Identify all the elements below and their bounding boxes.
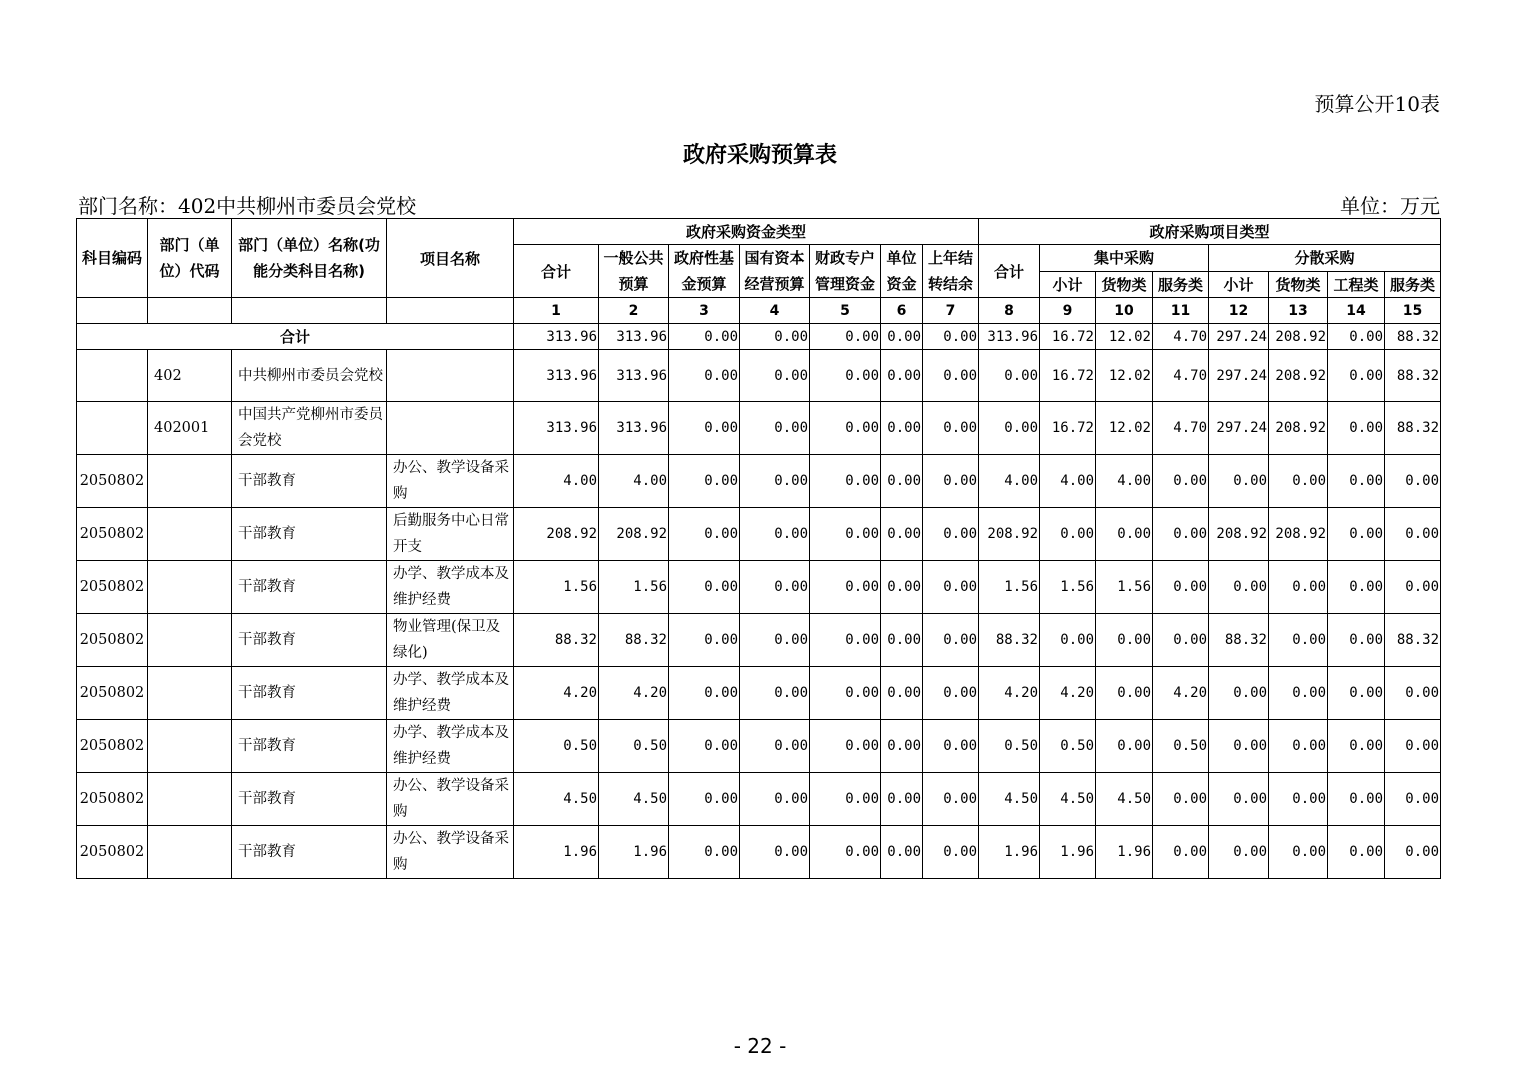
value-cell: 297.24 bbox=[1209, 350, 1269, 402]
column-number: 13 bbox=[1269, 298, 1328, 324]
value-cell: 0.00 bbox=[740, 720, 810, 773]
table-row bbox=[77, 561, 1441, 614]
value-cell: 208.92 bbox=[1269, 508, 1328, 561]
value-cell: 4.50 bbox=[599, 773, 669, 826]
dept-code-cell bbox=[148, 826, 232, 879]
value-cell: 0.00 bbox=[881, 508, 923, 561]
table-row bbox=[77, 614, 1441, 667]
blank-cell bbox=[77, 298, 148, 324]
value-cell: 313.96 bbox=[599, 350, 669, 402]
value-cell: 313.96 bbox=[599, 402, 669, 455]
value-cell: 0.00 bbox=[740, 561, 810, 614]
value-cell: 0.00 bbox=[1328, 561, 1385, 614]
value-cell: 4.50 bbox=[1096, 773, 1153, 826]
value-cell: 0.00 bbox=[810, 455, 881, 508]
total-value: 16.72 bbox=[1040, 324, 1096, 350]
subject-code-cell: 2050802 bbox=[77, 455, 148, 508]
table-row bbox=[77, 402, 1441, 455]
value-cell: 0.00 bbox=[1269, 614, 1328, 667]
value-cell: 0.00 bbox=[1328, 402, 1385, 455]
dept-code-cell bbox=[148, 508, 232, 561]
value-cell: 0.00 bbox=[1328, 508, 1385, 561]
total-value: 313.96 bbox=[979, 324, 1040, 350]
value-cell: 0.00 bbox=[1328, 614, 1385, 667]
value-cell: 0.00 bbox=[923, 773, 979, 826]
subject-code-cell: 2050802 bbox=[77, 826, 148, 879]
value-cell: 0.00 bbox=[1096, 508, 1153, 561]
value-cell: 0.00 bbox=[810, 667, 881, 720]
total-value: 297.24 bbox=[1209, 324, 1269, 350]
value-cell: 88.32 bbox=[1209, 614, 1269, 667]
value-cell: 0.50 bbox=[1040, 720, 1096, 773]
value-cell: 4.00 bbox=[1040, 455, 1096, 508]
value-cell: 4.00 bbox=[1096, 455, 1153, 508]
project-name-cell: 物业管理(保卫及绿化) bbox=[387, 614, 514, 667]
value-cell: 4.50 bbox=[514, 773, 599, 826]
value-cell: 0.00 bbox=[669, 402, 740, 455]
value-cell: 0.00 bbox=[1328, 773, 1385, 826]
project-name-cell: 办公、教学设备采购 bbox=[387, 773, 514, 826]
column-number: 3 bbox=[669, 298, 740, 324]
value-cell: 0.00 bbox=[810, 508, 881, 561]
value-cell: 0.00 bbox=[669, 561, 740, 614]
value-cell: 1.96 bbox=[514, 826, 599, 879]
table-tag: 预算公开10表 bbox=[1314, 92, 1440, 116]
blank-cell bbox=[387, 298, 514, 324]
project-name-cell: 办公、教学设备采购 bbox=[387, 826, 514, 879]
value-cell: 0.00 bbox=[923, 826, 979, 879]
header-dept-code: 部门（单位）代码 bbox=[148, 219, 232, 298]
column-number: 7 bbox=[923, 298, 979, 324]
value-cell: 0.00 bbox=[881, 773, 923, 826]
value-cell: 0.50 bbox=[514, 720, 599, 773]
dept-name-cell: 干部教育 bbox=[232, 614, 387, 667]
value-cell: 0.00 bbox=[923, 720, 979, 773]
value-cell: 4.70 bbox=[1153, 350, 1209, 402]
value-cell: 0.00 bbox=[881, 455, 923, 508]
value-cell: 0.00 bbox=[810, 826, 881, 879]
header-dispersed-engineering: 工程类 bbox=[1328, 271, 1385, 298]
value-cell: 208.92 bbox=[1269, 402, 1328, 455]
value-cell: 0.00 bbox=[923, 455, 979, 508]
table-row bbox=[77, 667, 1441, 720]
value-cell: 0.00 bbox=[1328, 667, 1385, 720]
value-cell: 0.50 bbox=[979, 720, 1040, 773]
dept-name-cell: 干部教育 bbox=[232, 826, 387, 879]
header-central: 集中采购 bbox=[1040, 245, 1209, 272]
value-cell: 0.00 bbox=[1385, 826, 1441, 879]
header-dept-name: 部门（单位）名称(功能分类科目名称) bbox=[232, 219, 387, 298]
total-value: 0.00 bbox=[1328, 324, 1385, 350]
value-cell: 0.00 bbox=[740, 773, 810, 826]
value-cell: 16.72 bbox=[1040, 350, 1096, 402]
value-cell: 0.00 bbox=[881, 614, 923, 667]
value-cell: 0.00 bbox=[1269, 773, 1328, 826]
value-cell: 0.00 bbox=[979, 350, 1040, 402]
value-cell: 0.00 bbox=[1209, 455, 1269, 508]
value-cell: 0.00 bbox=[1385, 561, 1441, 614]
header-carryover: 上年结转结余 bbox=[923, 245, 979, 298]
department-label: 部门名称：402中共柳州市委员会党校 bbox=[78, 194, 417, 218]
column-number: 6 bbox=[881, 298, 923, 324]
table-row bbox=[77, 350, 1441, 402]
value-cell: 0.00 bbox=[881, 826, 923, 879]
dept-name-cell: 干部教育 bbox=[232, 455, 387, 508]
value-cell: 0.00 bbox=[1209, 826, 1269, 879]
project-name-cell: 办学、教学成本及维护经费 bbox=[387, 720, 514, 773]
page-number: - 22 - bbox=[733, 1034, 787, 1058]
value-cell: 208.92 bbox=[979, 508, 1040, 561]
subject-code-cell: 2050802 bbox=[77, 614, 148, 667]
value-cell: 0.00 bbox=[1385, 720, 1441, 773]
value-cell: 0.00 bbox=[1269, 826, 1328, 879]
value-cell: 0.00 bbox=[669, 667, 740, 720]
header-general: 一般公共预算 bbox=[599, 245, 669, 298]
value-cell: 88.32 bbox=[1385, 402, 1441, 455]
value-cell: 0.00 bbox=[881, 667, 923, 720]
header-gov-fund: 政府性基金预算 bbox=[669, 245, 740, 298]
value-cell: 0.00 bbox=[1153, 561, 1209, 614]
procurement-budget-table bbox=[76, 218, 1441, 879]
value-cell: 0.00 bbox=[740, 508, 810, 561]
value-cell: 0.00 bbox=[1209, 667, 1269, 720]
value-cell: 1.56 bbox=[1040, 561, 1096, 614]
value-cell: 0.00 bbox=[923, 350, 979, 402]
value-cell: 0.00 bbox=[669, 350, 740, 402]
column-number: 12 bbox=[1209, 298, 1269, 324]
project-name-cell bbox=[387, 350, 514, 402]
total-value: 0.00 bbox=[881, 324, 923, 350]
value-cell: 0.00 bbox=[810, 720, 881, 773]
value-cell: 16.72 bbox=[1040, 402, 1096, 455]
blank-cell bbox=[148, 298, 232, 324]
column-number: 5 bbox=[810, 298, 881, 324]
value-cell: 0.00 bbox=[669, 455, 740, 508]
dept-name-cell: 中共柳州市委员会党校 bbox=[232, 350, 387, 402]
value-cell: 0.00 bbox=[923, 667, 979, 720]
subject-code-cell: 2050802 bbox=[77, 667, 148, 720]
value-cell: 0.00 bbox=[810, 773, 881, 826]
subject-code-cell: 2050802 bbox=[77, 720, 148, 773]
header-dispersed-subtotal: 小计 bbox=[1209, 271, 1269, 298]
value-cell: 0.00 bbox=[881, 720, 923, 773]
value-cell: 0.00 bbox=[1328, 350, 1385, 402]
value-cell: 0.00 bbox=[881, 402, 923, 455]
subject-code-cell bbox=[77, 350, 148, 402]
value-cell: 88.32 bbox=[1385, 350, 1441, 402]
value-cell: 0.00 bbox=[810, 402, 881, 455]
project-name-cell: 办学、教学成本及维护经费 bbox=[387, 667, 514, 720]
total-value: 0.00 bbox=[810, 324, 881, 350]
value-cell: 1.96 bbox=[979, 826, 1040, 879]
value-cell: 0.00 bbox=[810, 350, 881, 402]
header-central-service: 服务类 bbox=[1153, 271, 1209, 298]
table-row bbox=[77, 773, 1441, 826]
value-cell: 88.32 bbox=[1385, 614, 1441, 667]
dept-name-cell: 干部教育 bbox=[232, 773, 387, 826]
value-cell: 0.00 bbox=[1209, 773, 1269, 826]
value-cell: 0.00 bbox=[1153, 614, 1209, 667]
dept-code-cell bbox=[148, 614, 232, 667]
header-subject-code: 科目编码 bbox=[77, 219, 148, 298]
value-cell: 313.96 bbox=[514, 402, 599, 455]
subject-code-cell bbox=[77, 402, 148, 455]
value-cell: 0.00 bbox=[979, 402, 1040, 455]
unit-label: 单位：万元 bbox=[1340, 194, 1440, 218]
total-label: 合计 bbox=[77, 324, 514, 350]
column-number: 15 bbox=[1385, 298, 1441, 324]
total-value: 208.92 bbox=[1269, 324, 1328, 350]
value-cell: 0.00 bbox=[669, 508, 740, 561]
total-value: 4.70 bbox=[1153, 324, 1209, 350]
total-value: 0.00 bbox=[740, 324, 810, 350]
value-cell: 208.92 bbox=[599, 508, 669, 561]
value-cell: 0.50 bbox=[599, 720, 669, 773]
value-cell: 1.56 bbox=[599, 561, 669, 614]
dept-code-cell: 402 bbox=[148, 350, 232, 402]
header-project-type: 政府采购项目类型 bbox=[979, 219, 1441, 245]
value-cell: 0.00 bbox=[1209, 561, 1269, 614]
value-cell: 12.02 bbox=[1096, 350, 1153, 402]
value-cell: 0.00 bbox=[1385, 508, 1441, 561]
project-name-cell: 办学、教学成本及维护经费 bbox=[387, 561, 514, 614]
dept-name-cell: 中国共产党柳州市委员会党校 bbox=[232, 402, 387, 455]
value-cell: 1.96 bbox=[1040, 826, 1096, 879]
value-cell: 0.00 bbox=[923, 508, 979, 561]
table-row bbox=[77, 455, 1441, 508]
value-cell: 0.00 bbox=[1269, 455, 1328, 508]
dept-name-cell: 干部教育 bbox=[232, 561, 387, 614]
header-state-capital: 国有资本经营预算 bbox=[740, 245, 810, 298]
value-cell: 0.00 bbox=[1328, 826, 1385, 879]
value-cell: 1.56 bbox=[514, 561, 599, 614]
column-number: 4 bbox=[740, 298, 810, 324]
value-cell: 4.00 bbox=[514, 455, 599, 508]
table-row bbox=[77, 720, 1441, 773]
value-cell: 0.00 bbox=[1269, 720, 1328, 773]
header-dispersed-service: 服务类 bbox=[1385, 271, 1441, 298]
value-cell: 0.00 bbox=[740, 667, 810, 720]
value-cell: 88.32 bbox=[514, 614, 599, 667]
dept-name-cell: 干部教育 bbox=[232, 667, 387, 720]
value-cell: 4.50 bbox=[979, 773, 1040, 826]
page-title: 政府采购预算表 bbox=[682, 143, 837, 168]
value-cell: 0.00 bbox=[740, 402, 810, 455]
value-cell: 88.32 bbox=[979, 614, 1040, 667]
header-proj-total: 合计 bbox=[979, 245, 1040, 298]
dept-code-cell bbox=[148, 720, 232, 773]
column-number: 8 bbox=[979, 298, 1040, 324]
value-cell: 1.96 bbox=[1096, 826, 1153, 879]
value-cell: 0.00 bbox=[740, 614, 810, 667]
value-cell: 0.00 bbox=[740, 350, 810, 402]
value-cell: 0.00 bbox=[1385, 455, 1441, 508]
project-name-cell: 办公、教学设备采购 bbox=[387, 455, 514, 508]
header-fund-total: 合计 bbox=[514, 245, 599, 298]
value-cell: 0.00 bbox=[1328, 720, 1385, 773]
blank-cell bbox=[232, 298, 387, 324]
value-cell: 0.00 bbox=[1269, 561, 1328, 614]
value-cell: 208.92 bbox=[1269, 350, 1328, 402]
dept-code-cell bbox=[148, 561, 232, 614]
value-cell: 208.92 bbox=[514, 508, 599, 561]
table-row bbox=[77, 508, 1441, 561]
value-cell: 208.92 bbox=[1209, 508, 1269, 561]
dept-code-cell bbox=[148, 773, 232, 826]
value-cell: 4.70 bbox=[1153, 402, 1209, 455]
column-number: 2 bbox=[599, 298, 669, 324]
value-cell: 1.56 bbox=[1096, 561, 1153, 614]
value-cell: 297.24 bbox=[1209, 402, 1269, 455]
header-fund-type: 政府采购资金类型 bbox=[514, 219, 979, 245]
total-value: 0.00 bbox=[669, 324, 740, 350]
value-cell: 88.32 bbox=[599, 614, 669, 667]
value-cell: 0.00 bbox=[669, 614, 740, 667]
dept-name-cell: 干部教育 bbox=[232, 508, 387, 561]
value-cell: 4.20 bbox=[599, 667, 669, 720]
value-cell: 0.00 bbox=[1040, 614, 1096, 667]
header-central-subtotal: 小计 bbox=[1040, 271, 1096, 298]
project-name-cell bbox=[387, 402, 514, 455]
column-number: 10 bbox=[1096, 298, 1153, 324]
value-cell: 0.00 bbox=[669, 826, 740, 879]
total-value: 313.96 bbox=[599, 324, 669, 350]
column-number-row bbox=[77, 298, 1441, 324]
value-cell: 0.00 bbox=[1096, 614, 1153, 667]
value-cell: 0.00 bbox=[810, 614, 881, 667]
value-cell: 4.20 bbox=[1153, 667, 1209, 720]
total-value: 12.02 bbox=[1096, 324, 1153, 350]
column-number: 11 bbox=[1153, 298, 1209, 324]
header-dispersed-goods: 货物类 bbox=[1269, 271, 1328, 298]
dept-name-cell: 干部教育 bbox=[232, 720, 387, 773]
table-row bbox=[77, 826, 1441, 879]
value-cell: 4.20 bbox=[514, 667, 599, 720]
value-cell: 4.50 bbox=[1040, 773, 1096, 826]
value-cell: 4.20 bbox=[979, 667, 1040, 720]
subject-code-cell: 2050802 bbox=[77, 561, 148, 614]
value-cell: 0.00 bbox=[1385, 773, 1441, 826]
value-cell: 0.00 bbox=[1096, 720, 1153, 773]
value-cell: 4.00 bbox=[979, 455, 1040, 508]
dept-code-cell bbox=[148, 667, 232, 720]
header-unit-fund: 单位资金 bbox=[881, 245, 923, 298]
value-cell: 0.00 bbox=[669, 720, 740, 773]
value-cell: 0.00 bbox=[1153, 508, 1209, 561]
header-project-name: 项目名称 bbox=[387, 219, 514, 298]
value-cell: 0.00 bbox=[740, 455, 810, 508]
project-name-cell: 后勤服务中心日常开支 bbox=[387, 508, 514, 561]
value-cell: 0.00 bbox=[1153, 826, 1209, 879]
value-cell: 0.00 bbox=[1040, 508, 1096, 561]
subject-code-cell: 2050802 bbox=[77, 773, 148, 826]
value-cell: 0.00 bbox=[1385, 667, 1441, 720]
value-cell: 0.50 bbox=[1153, 720, 1209, 773]
column-number: 9 bbox=[1040, 298, 1096, 324]
value-cell: 0.00 bbox=[923, 614, 979, 667]
total-value: 88.32 bbox=[1385, 324, 1441, 350]
value-cell: 4.20 bbox=[1040, 667, 1096, 720]
total-row bbox=[77, 324, 1441, 350]
value-cell: 0.00 bbox=[881, 561, 923, 614]
dept-code-cell bbox=[148, 455, 232, 508]
value-cell: 0.00 bbox=[1153, 455, 1209, 508]
value-cell: 0.00 bbox=[669, 773, 740, 826]
total-value: 313.96 bbox=[514, 324, 599, 350]
value-cell: 4.00 bbox=[599, 455, 669, 508]
subject-code-cell: 2050802 bbox=[77, 508, 148, 561]
value-cell: 313.96 bbox=[514, 350, 599, 402]
value-cell: 0.00 bbox=[1269, 667, 1328, 720]
value-cell: 0.00 bbox=[740, 826, 810, 879]
value-cell: 0.00 bbox=[1153, 773, 1209, 826]
value-cell: 0.00 bbox=[810, 561, 881, 614]
header-dispersed: 分散采购 bbox=[1209, 245, 1441, 272]
value-cell: 0.00 bbox=[1096, 667, 1153, 720]
value-cell: 0.00 bbox=[923, 402, 979, 455]
value-cell: 0.00 bbox=[881, 350, 923, 402]
value-cell: 0.00 bbox=[923, 561, 979, 614]
header-central-goods: 货物类 bbox=[1096, 271, 1153, 298]
value-cell: 1.56 bbox=[979, 561, 1040, 614]
value-cell: 0.00 bbox=[1328, 455, 1385, 508]
column-number: 14 bbox=[1328, 298, 1385, 324]
header-special: 财政专户管理资金 bbox=[810, 245, 881, 298]
value-cell: 1.96 bbox=[599, 826, 669, 879]
value-cell: 12.02 bbox=[1096, 402, 1153, 455]
value-cell: 0.00 bbox=[1209, 720, 1269, 773]
dept-code-cell: 402001 bbox=[148, 402, 232, 455]
column-number: 1 bbox=[514, 298, 599, 324]
total-value: 0.00 bbox=[923, 324, 979, 350]
